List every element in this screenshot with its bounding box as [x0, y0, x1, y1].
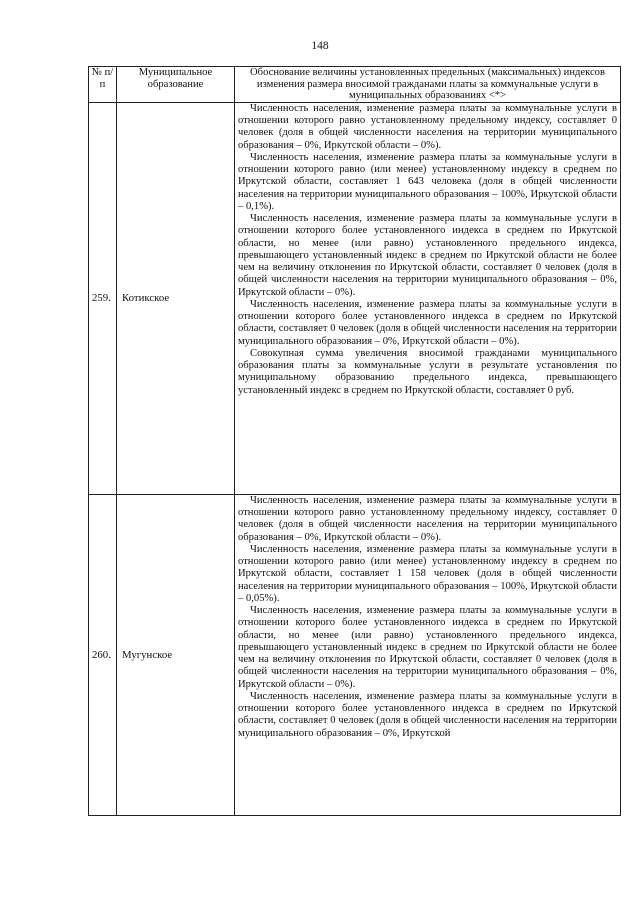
justification-paragraph: Численность населения, изменение размера платы за коммунальные услуги в отношении которого равно установленному предельному индексу, составляет 0 человек (доля в общей численности населения на территории муниципального образования – 0%, Иркутской области – 0%). [238, 102, 617, 151]
justification-cell [235, 102, 621, 494]
page-number: 148 [311, 40, 329, 52]
justification-paragraph: Численность населения, изменение размера платы за коммунальные услуги в отношении которого более установленного индекса в среднем по Иркутской области, составляет 0 человек (доля в общей численности населения на территории муниципального образования – 0%, Иркутской [238, 690, 617, 739]
justification-paragraph: Численность населения, изменение размера платы за коммунальные услуги в отношении которого более установленного индекса в среднем по Иркутской области, но менее (или равно) установленного предельного индекса, превышающего установленный индекс в среднем по Иркутской области не более чем на величину отклонения по Иркутской области, составляет 0 человек (доля в общей численности населения на территории муниципального образования – 0%, Иркутской области – 0%). [238, 605, 617, 690]
row-number: 260. [89, 494, 117, 815]
municipality-name: Котикское [117, 102, 235, 494]
justification-paragraph: Численность населения, изменение размера платы за коммунальные услуги в отношении которого более установленного индекса в среднем по Иркутской области, составляет 0 человек (доля в общей численности населения на территории муниципального образования – 0%, Иркутской области – 0%). [238, 298, 617, 347]
table-row [89, 102, 621, 494]
table-header-row [89, 67, 621, 103]
justification-paragraph: Численность населения, изменение размера платы за коммунальные услуги в отношении которого более установленного индекса в среднем по Иркутской области, но менее (или равно) установленного предельного индекса, превышающего установленный индекс в среднем по Иркутской области не более чем на величину отклонения по Иркутской области, составляет 0 человек (доля в общей численности населения на территории муниципального образования – 0%, Иркутской области – 0%). [238, 213, 617, 298]
justification-paragraph: Численность населения, изменение размера платы за коммунальные услуги в отношении которого равно установленному предельному индексу, составляет 0 человек (доля в общей численности населения на территории муниципального образования – 0%, Иркутской области – 0%). [238, 494, 617, 543]
justification-paragraph: Совокупная сумма увеличения вносимой гражданами муниципального образования платы за коммунальные услуги в результате установления по муниципальному образованию предельного индекса, превышающего установленный индекс в среднем по Иркутской области, составляет 0 руб. [238, 347, 617, 396]
row-number: 259. [89, 102, 117, 494]
municipal-index-table [88, 66, 621, 816]
header-municipality: Муниципальное образование [117, 67, 235, 103]
header-number: № п/п [89, 67, 117, 103]
justification-paragraph: Численность населения, изменение размера платы за коммунальные услуги в отношении которого равно (или менее) установленному индексу в среднем по Иркутской области, составляет 1 158 человек (доля в общей численности населения на территории муниципального образования – 100%, Иркутской области – 0,05%). [238, 543, 617, 604]
municipality-name: Мугунское [117, 494, 235, 815]
justification-cell [235, 494, 621, 815]
justification-paragraph: Численность населения, изменение размера платы за коммунальные услуги в отношении которого равно (или менее) установленному индексу в среднем по Иркутской области, составляет 1 643 человека (доля в общей численности населения на территории муниципального образования – 100%, Иркутской области – 0,1%). [238, 151, 617, 212]
header-justification: Обоснование величины установленных предельных (максимальных) индексов изменения размера вносимой гражданами платы за коммунальные услуги в муниципальных образованиях <*> [235, 67, 621, 103]
table-row [89, 494, 621, 815]
